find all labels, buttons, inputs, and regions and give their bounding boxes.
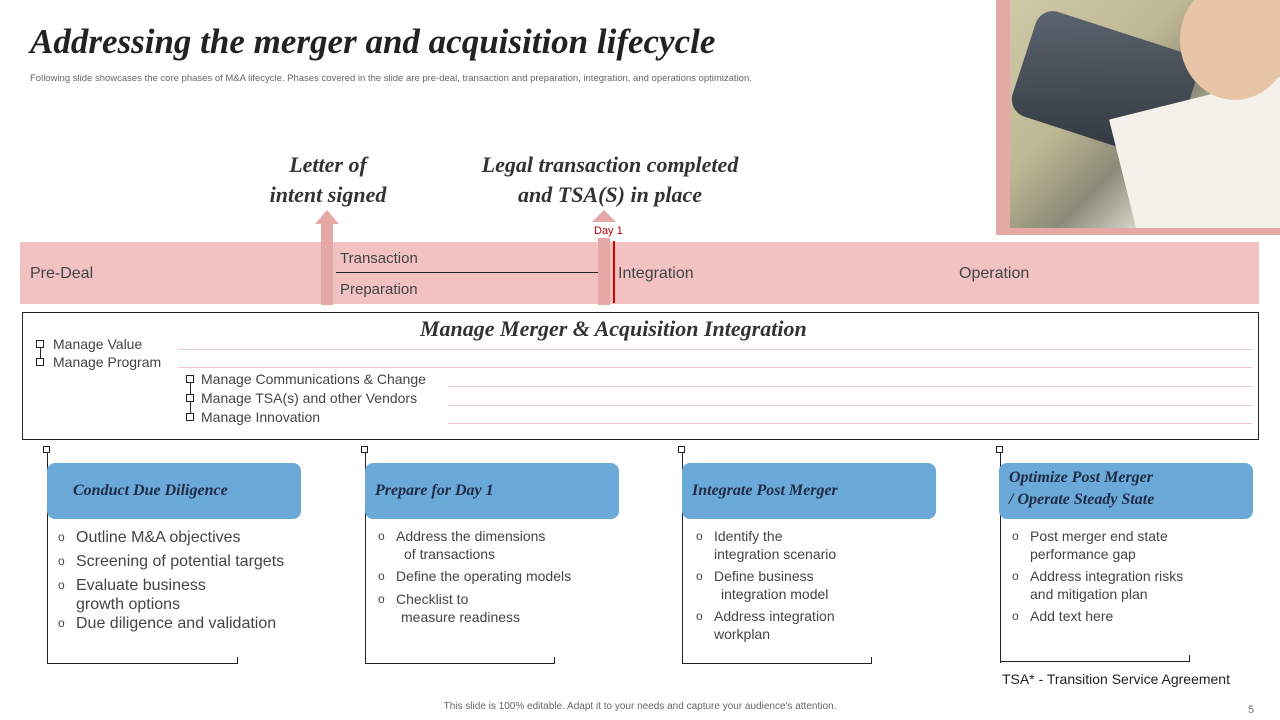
bullet-item: o Outline M&A objectives bbox=[58, 529, 241, 546]
row-line bbox=[178, 367, 1252, 368]
bullet-item: o Due diligence and validation bbox=[58, 615, 277, 632]
milestone-loi bbox=[228, 150, 428, 210]
bullet-item: o Checklist to measure readiness bbox=[378, 591, 521, 625]
day1-label: Day 1 bbox=[594, 225, 623, 237]
manage-item-tsa: Manage TSA(s) and other Vendors bbox=[201, 390, 418, 406]
bracket-line bbox=[47, 663, 238, 664]
square-bullet-icon bbox=[361, 446, 368, 453]
footer-note: This slide is 100% editable. Adapt it to your needs and capture your audience's attention. bbox=[443, 701, 837, 712]
row-line bbox=[448, 405, 1252, 406]
bracket-line bbox=[365, 663, 555, 664]
square-bullet-icon bbox=[186, 394, 194, 402]
phase-label-transaction: Transaction bbox=[340, 250, 418, 267]
bracket-tick bbox=[554, 657, 555, 663]
hand-image bbox=[1180, 0, 1280, 100]
row-line bbox=[178, 349, 1252, 350]
integration-box-title: Manage Merger & Acquisition Integration bbox=[420, 316, 807, 341]
connector-line bbox=[190, 383, 191, 394]
bullet-item: o Define business integration model bbox=[696, 568, 829, 602]
page-number: 5 bbox=[1248, 704, 1255, 716]
phase-label-integration: Integration bbox=[618, 265, 694, 282]
square-bullet-icon bbox=[678, 446, 685, 453]
bullet-item: o Add text here bbox=[1012, 608, 1114, 624]
bullet-item: o Address the dimensions of transactions bbox=[378, 528, 546, 562]
connector-line bbox=[40, 348, 41, 358]
bullet-item: o Address integration workplan bbox=[696, 608, 835, 642]
square-bullet-icon bbox=[43, 446, 50, 453]
manage-item-communications: Manage Communications & Change bbox=[201, 371, 426, 387]
phase-label-preparation: Preparation bbox=[340, 281, 418, 298]
bullet-item: o Evaluate business growth options bbox=[58, 577, 206, 613]
bullet-item: o Address integration risks and mitigation plan bbox=[1012, 568, 1184, 602]
phase-header-prepare-day1: Prepare for Day 1 bbox=[365, 463, 619, 519]
phase-label-operation: Operation bbox=[959, 265, 1030, 282]
transaction-divider bbox=[336, 272, 598, 273]
slide-title: Addressing the merger and acquisition lifecycle bbox=[30, 22, 716, 61]
day1-marker-line bbox=[613, 241, 615, 303]
tsa-note: TSA* - Transition Service Agreement bbox=[1002, 671, 1230, 687]
milestone-legal bbox=[470, 150, 750, 210]
row-line bbox=[448, 386, 1252, 387]
square-bullet-icon bbox=[36, 358, 44, 366]
photo-frame bbox=[996, 0, 1280, 235]
phase-header-due-diligence: Conduct Due Diligence bbox=[47, 463, 301, 519]
row-line bbox=[448, 423, 1252, 424]
bullet-item: o Post merger end state performance gap bbox=[1012, 528, 1168, 562]
loi-arrow-icon bbox=[315, 210, 339, 305]
bracket-line bbox=[682, 663, 872, 664]
phase-header-optimize: Optimize Post Merger / Operate Steady State bbox=[999, 463, 1253, 519]
square-bullet-icon bbox=[186, 413, 194, 421]
bracket-line bbox=[1000, 661, 1190, 662]
manage-item-program: Manage Program bbox=[53, 354, 162, 370]
bracket-tick bbox=[237, 657, 238, 663]
slide-subtitle: Following slide showcases the core phases of M&A lifecycle. Phases covered in the slide are pre-deal, transaction and preparation, integration, and operations optimization. bbox=[30, 73, 752, 84]
square-bullet-icon bbox=[186, 375, 194, 383]
manage-item-innovation: Manage Innovation bbox=[201, 409, 321, 425]
milestone-loi-line1: Letter of bbox=[289, 152, 367, 177]
bullet-item: o Identify the integration scenario bbox=[696, 528, 837, 562]
square-bullet-icon bbox=[36, 340, 44, 348]
manage-item-value: Manage Value bbox=[53, 336, 143, 352]
bracket-tick bbox=[871, 657, 872, 663]
bullet-item: o Define the operating models bbox=[378, 568, 572, 584]
milestone-loi-line2: intent signed bbox=[269, 182, 387, 207]
photo-hand-writing bbox=[1010, 0, 1280, 228]
phase-label-pre-deal: Pre-Deal bbox=[30, 265, 94, 282]
phase-header-integrate: Integrate Post Merger bbox=[682, 463, 936, 519]
bracket-tick bbox=[1189, 655, 1190, 661]
bullet-item: o Screening of potential targets bbox=[58, 553, 285, 570]
milestone-legal-line2: and TSA(S) in place bbox=[518, 182, 702, 207]
connector-line bbox=[190, 402, 191, 413]
square-bullet-icon bbox=[996, 446, 1003, 453]
milestone-legal-line1: Legal transaction completed bbox=[481, 152, 739, 177]
